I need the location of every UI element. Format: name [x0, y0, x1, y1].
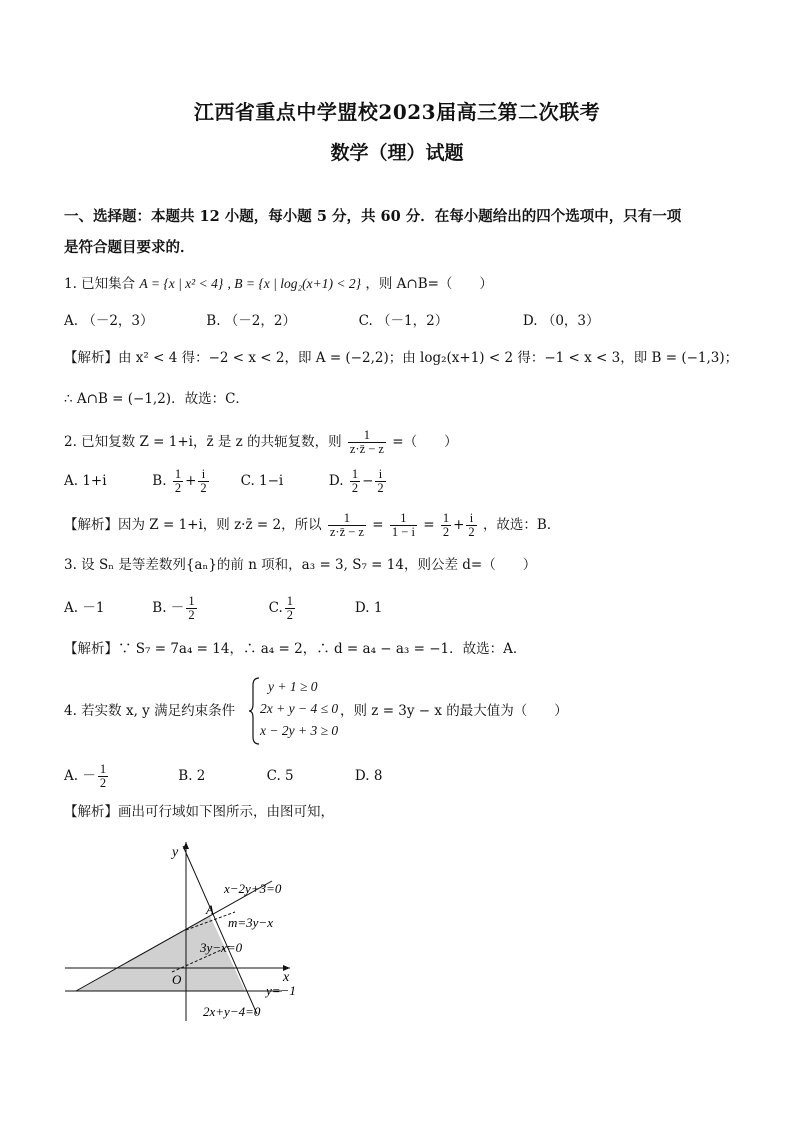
option-c: C. 5 — [266, 768, 294, 784]
section-heading-continued: 是符合题目要求的． — [64, 239, 195, 256]
fraction — [285, 595, 295, 622]
y-axis-label: y — [172, 845, 179, 860]
option-c: C. （－1，2） — [358, 313, 449, 329]
option-a: A. 1+i — [64, 473, 107, 489]
question-stem-part: 2. 已知复数 Z = 1+i， — [64, 434, 207, 450]
denominator: 2 — [99, 776, 107, 790]
fraction — [98, 763, 108, 790]
equals: = — [423, 517, 435, 533]
option-d-label: D. — [328, 473, 344, 489]
denominator: 2 — [377, 481, 384, 495]
question-2-stem — [64, 429, 458, 456]
question-number: 1. 已知集合 — [64, 276, 136, 292]
point-a-label: A — [206, 902, 214, 917]
fraction — [328, 512, 366, 539]
analysis-label: 【解析】 — [64, 804, 118, 820]
numerator: i — [198, 468, 208, 482]
question-4-stem-start: 4. 若实数 x, y 满足约束条件 — [64, 703, 236, 719]
constraint-system — [260, 676, 338, 742]
fraction — [348, 429, 386, 456]
question-ask: ，则 A∩B=（ ） — [365, 276, 493, 292]
exam-subtitle: 数学（理）试题 — [330, 142, 464, 164]
question-4-ask: ，则 z = 3y − x 的最大值为（ ） — [340, 703, 568, 719]
option-d: D. 8 — [354, 768, 383, 784]
numerator: 1 — [390, 512, 417, 526]
analysis-end: ，故选：B． — [482, 517, 561, 533]
question-3-analysis — [64, 639, 526, 659]
fraction — [350, 468, 360, 495]
question-3-options — [64, 595, 382, 622]
question-ask: =（ ） — [392, 434, 458, 450]
denominator: 2 — [442, 525, 450, 539]
option-a — [64, 763, 174, 790]
option-b: B. （－2，2） — [206, 313, 296, 329]
option-d: D. （0，3） — [522, 313, 600, 329]
option-b-label: B. － — [152, 600, 185, 616]
fraction — [466, 512, 476, 539]
denominator: 2 — [286, 608, 293, 622]
denominator: 2 — [351, 481, 359, 495]
constraint-2: 2x + y − 4 ≤ 0 — [260, 701, 339, 716]
constraint-1: y + 1 ≥ 0 — [268, 679, 318, 694]
analysis-text: ∵ S₇ = 7a₄ = 14，∴ a₄ = 2，∴ d = a₄ − a₃ = −1．故选：A． — [118, 641, 527, 657]
question-stem-part: z̄ 是 z 的共轭复数，则 — [206, 434, 342, 450]
numerator: 1 — [99, 762, 107, 776]
operator: + — [453, 517, 465, 533]
exam-title: 江西省重点中学盟校2023届高三第二次联考 — [193, 100, 601, 124]
analysis-label: 【解析】 — [64, 350, 118, 366]
option-c: C. 1−i — [240, 473, 284, 489]
analysis-text: 因为 Z = 1+i，则 z·z̄ = 2，所以 — [118, 517, 322, 533]
operator: − — [362, 473, 374, 489]
fraction — [441, 512, 451, 539]
numerator: i — [375, 468, 385, 482]
fraction — [375, 468, 385, 495]
option-a-label: A. － — [64, 768, 96, 784]
line-label-m: m=3y−x — [228, 915, 273, 930]
numerator: 1 — [328, 512, 366, 526]
numerator: i — [466, 512, 476, 526]
origin-label: O — [172, 972, 182, 987]
question-4-options — [64, 763, 382, 790]
analysis-text: 由 x² < 4 得：−2 < x < 2，即 A = (−2,2)；由 log₂(x+1) < 2 得：−1 < x < 3，即 B = (−1,3)； — [118, 350, 739, 366]
question-1-conclusion: ∴ A∩B = (−1,2)．故选：C． — [64, 391, 249, 407]
fraction — [186, 595, 196, 622]
option-b — [152, 468, 236, 495]
line-label-y-minus-1: y=−1 — [266, 983, 296, 998]
line-label-x-2y-3: x−2y+3=0 — [224, 881, 282, 896]
option-d: D. 1 — [354, 600, 383, 616]
option-a: A. （－2，3） — [64, 313, 154, 329]
option-b: B. 2 — [178, 768, 206, 784]
equals: = — [372, 517, 384, 533]
numerator: 1 — [348, 429, 386, 443]
denominator: z·z̄ − z — [329, 525, 364, 539]
question-2-analysis — [64, 512, 560, 539]
analysis-text: 画出可行域如下图所示，由图可知， — [118, 804, 334, 820]
option-d — [329, 468, 388, 495]
question-1-options — [64, 311, 600, 331]
line-label-3y-x: 3y−x=0 — [200, 940, 243, 955]
denominator: 2 — [468, 525, 475, 539]
option-b-label: B. — [152, 473, 167, 489]
constraint-3: x − 2y + 3 ≥ 0 — [260, 723, 339, 738]
numerator: 1 — [174, 467, 182, 481]
set-b: , B = {x | log₂(x+1) < 2} — [227, 276, 362, 291]
option-c-label: C. — [268, 600, 283, 616]
option-a: A. －1 — [64, 600, 105, 616]
fraction — [173, 468, 183, 495]
line-label-2x-y-4: 2x+y−4=0 — [203, 1004, 261, 1019]
x-axis-label: x — [283, 970, 290, 985]
operator: + — [185, 473, 197, 489]
numerator: 1 — [351, 467, 359, 481]
option-b — [152, 595, 264, 622]
numerator: 1 — [188, 594, 195, 608]
denominator: 2 — [174, 481, 182, 495]
analysis-label: 【解析】 — [64, 641, 118, 657]
numerator: 1 — [442, 511, 450, 525]
section-heading: 一、选择题：本题共 12 小题，每小题 5 分，共 60 分．在每小题给出的四个选项中，只有一项 — [64, 208, 682, 225]
denominator: 1 − i — [391, 525, 415, 539]
option-c — [269, 595, 351, 622]
denominator: 2 — [188, 608, 195, 622]
left-brace-icon — [248, 677, 260, 745]
question-3-stem: 3. 设 Sₙ 是等差数列{aₙ}的前 n 项和，a₃ = 3, S₇ = 14，则公差 d=（ ） — [64, 557, 537, 573]
question-1-stem — [64, 274, 493, 294]
fraction — [198, 468, 208, 495]
feasible-region-graph — [60, 838, 310, 1023]
denominator: z·z̄ − z — [349, 442, 384, 456]
fraction — [390, 512, 417, 539]
analysis-label: 【解析】 — [64, 517, 118, 533]
question-4-analysis — [64, 802, 334, 822]
set-a: A = {x | x² < 4} — [139, 276, 224, 291]
numerator: 1 — [286, 594, 293, 608]
question-1-analysis — [64, 348, 738, 368]
question-2-options — [64, 468, 388, 495]
denominator: 2 — [200, 481, 207, 495]
